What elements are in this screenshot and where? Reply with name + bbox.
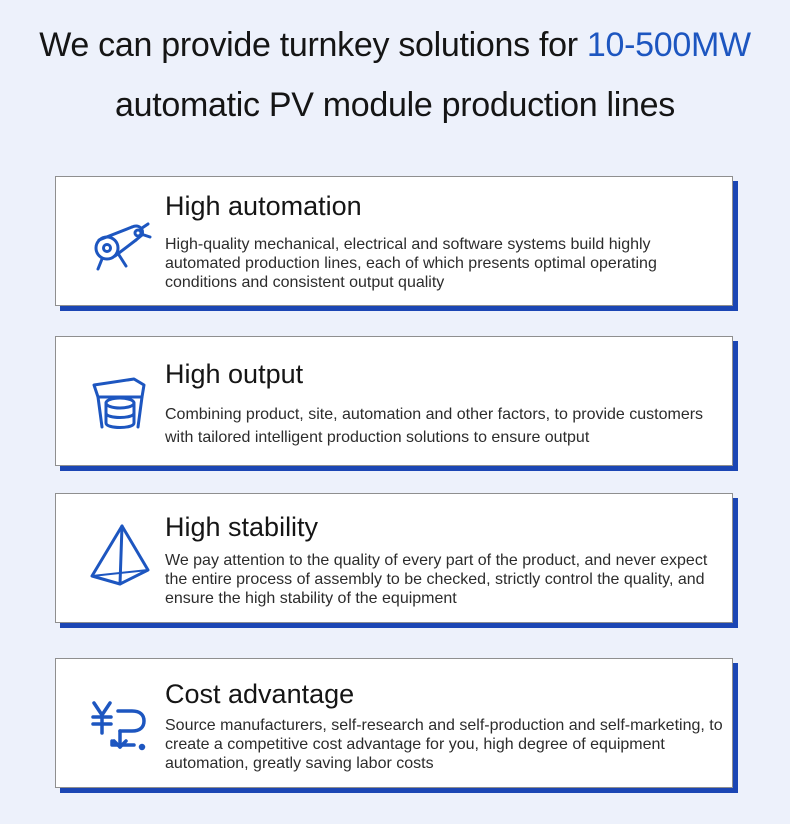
feature-title: High automation [165, 191, 362, 221]
card-body [55, 336, 733, 466]
yuan-exchange-icon [84, 689, 156, 761]
feature-card-automation [55, 176, 733, 306]
feature-title: High output [165, 359, 304, 389]
headline-capacity-range: 10-500MW [586, 26, 751, 64]
headline-prefix: We can provide turnkey solutions for [39, 26, 587, 64]
card-body [55, 493, 733, 623]
feature-card-output [55, 336, 733, 466]
feature-card-cost [55, 658, 733, 788]
feature-description: Source manufacturers, self-research and self-production and self-marketing, to create a competitive cost advantage for you, high degree of equipment automation, greatly saving labor costs [165, 717, 723, 772]
feature-description: Combining product, site, automation and other factors, to provide customers with tailored intelligent production solutions to ensure output [165, 406, 704, 446]
stacked-output-icon [84, 367, 156, 439]
pyramid-icon [84, 520, 156, 592]
feature-description: High-quality mechanical, electrical and software systems build highly automated production lines, each of which presents optimal operating conditions and consistent output quality [165, 236, 657, 291]
headline-line-1 [0, 26, 790, 65]
robot-arm-icon [84, 207, 156, 279]
headline-line-2: automatic PV module production lines [115, 86, 675, 124]
card-body [55, 658, 733, 788]
feature-title: Cost advantage [165, 679, 355, 709]
card-body [55, 176, 733, 306]
feature-description: We pay attention to the quality of every part of the product, and never expect the entire process of assembly to be checked, strictly control the quality, and ensure the high stability of the equipment [165, 552, 708, 607]
feature-title: High stability [165, 512, 319, 542]
feature-card-stability [55, 493, 733, 623]
